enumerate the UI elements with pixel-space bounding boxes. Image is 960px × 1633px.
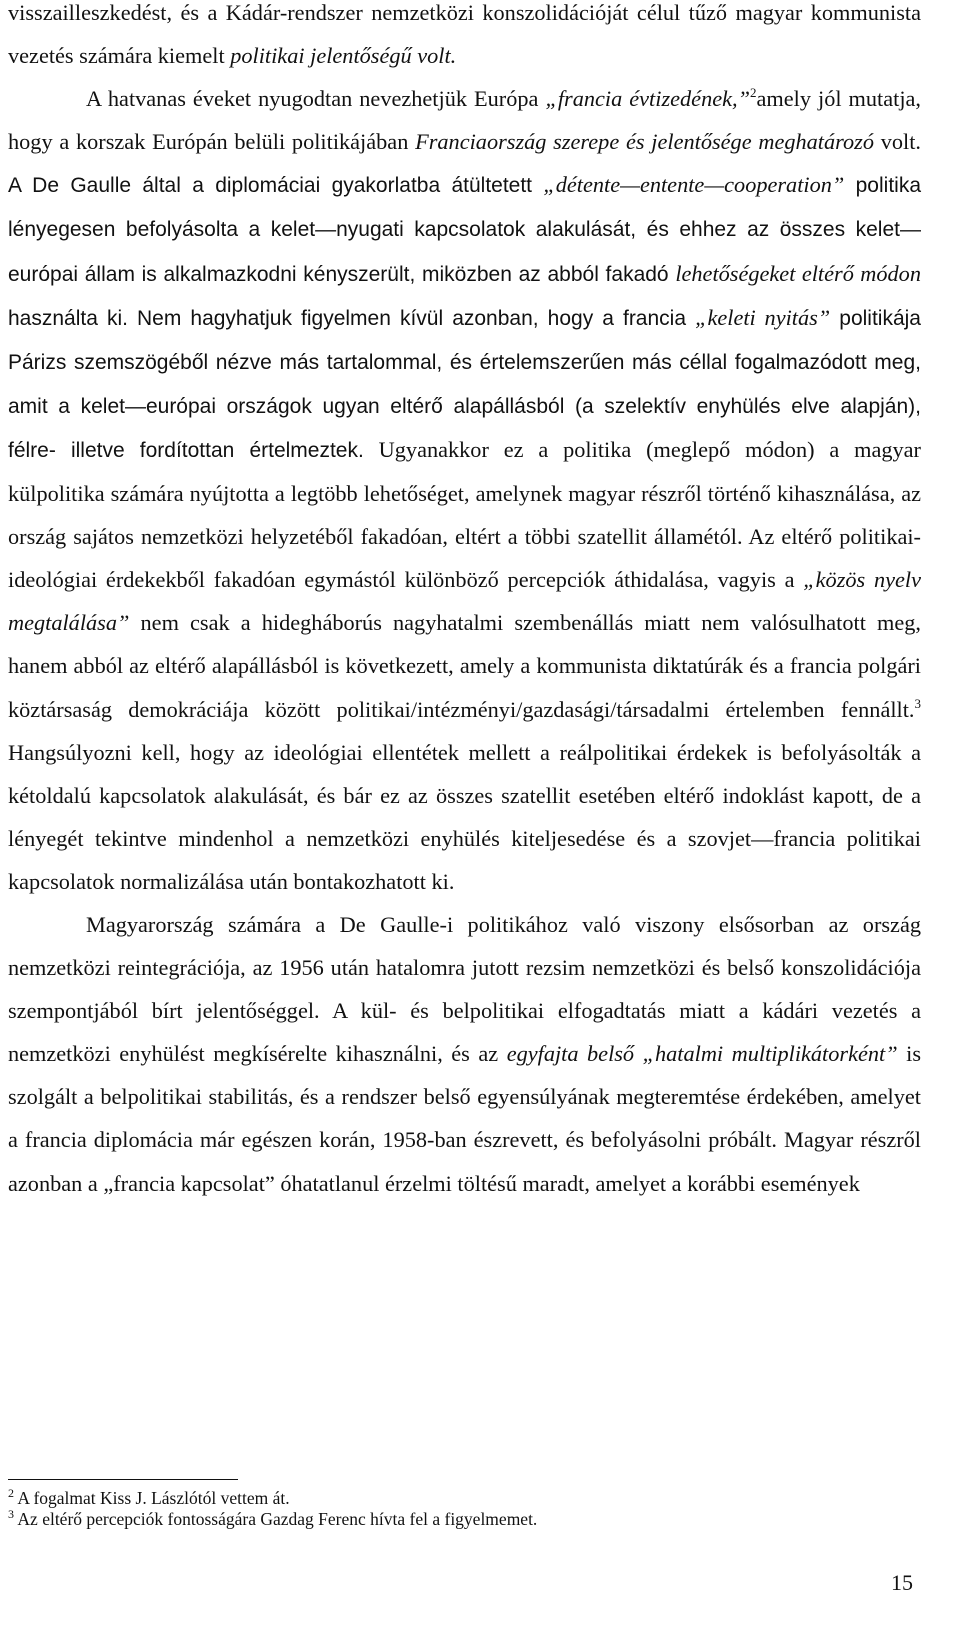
text-run: politikája Párizs szemszögéből nézve más tartalommal, és értelemszerűen más céllal fogalmazódott meg, amit a kelet—európai országok ugyan eltérő alapállásból (a szelektív enyhülés elve alapján), félre- illetve fordítottan értelmeztek. (8, 306, 921, 462)
text-run: A De Gaulle által a diplomáciai gyakorlatba átültetett (8, 174, 544, 198)
footnote-text: Az eltérő percepciók fontosságára Gazdag Ferenc hívta fel a figyelmemet. (14, 1509, 538, 1529)
emphasis-text: „keleti nyitás” (695, 304, 831, 330)
document-page (8, 0, 921, 1633)
text-run: Hangsúlyozni kell, hogy az ideológiai ellentétek mellett a reálpolitikai érdekek is befolyásolták a kétoldalú kapcsolatok alakulását, és bár ez az összes szatellit esetében eltérő indoklást kapott, de a lényegét tekintve mindenhol a nemzetközi enyhülés kiteljesedése és a szovjet—francia politikai kapcsolatok normalizálása után bontakozhatott ki. (8, 739, 921, 894)
footnote-ref: 3 (914, 695, 921, 711)
paragraph-1 (8, 0, 921, 77)
footnote-divider (8, 1479, 238, 1480)
text-run: Magyarország számára a De Gaulle-i politikához való viszony elsősorban az ország nemzetközi reintegrációja, az 1956 után hatalomra jutott rezsim nemzetközi és belső konszolidációja szempontjából bírt jelentőséggel. A kül- és belpolitikai elfogadtatás miatt a kádári vezetés a nemzetközi enyhülést megkísérelte kihasználni, és az (8, 911, 921, 1067)
text-run: visszailleszkedést, és a Kádár-rendszer nemzetközi konszolidációját célul tűző magyar kommunista vezetés számára kiemelt (8, 0, 921, 69)
text-run: politika lényegesen befolyásolta a kelet—nyugati kapcsolatok alakulását, és ehhez az összes kelet—európai állam is alkalmazkodni kényszerült, miközben az abból fakadó (8, 174, 922, 286)
paragraph-2 (8, 77, 921, 903)
text-run: nem csak a hidegháborús nagyhatalmi szembenállás miatt nem valósulhatott meg, hanem abból az eltérő alapállásból is következett, amely a kommunista diktatúrák és a francia polgári köztársaság demokráciája között politikai/intézményi/gazdasági/társadalmi értelemben fennállt. (8, 610, 921, 722)
emphasis-text: Franciaország szerepe és jelentősége meghatározó (415, 129, 874, 155)
paragraph-3 (8, 903, 921, 1205)
footnote-3 (8, 1509, 921, 1530)
footnote-number: 3 (8, 1507, 14, 1521)
text-run: amely jól mutatja, hogy a korszak Európán belüli politikájában (8, 86, 922, 155)
emphasis-text: lehetőségeket eltérő módon (675, 260, 921, 286)
emphasis-text: „détente—entente—cooperation” (543, 172, 845, 198)
page-number: 15 (891, 1570, 913, 1595)
text-run: használta ki. Nem hagyhatjuk figyelmen kívül azonban, hogy a francia (8, 306, 696, 330)
text-run: Ugyanakkor ez a politika (meglepő módon) a magyar külpolitika számára nyújtotta a legtöbb lehetőséget, amelynek magyar részről történő kihasználása, az ország sajátos nemzetközi helyzetéből fakadóan, eltért a többi szatellit államétól. Az eltérő politikai-ideológiai érdekekből fakadóan egymástól különböző percepciók áthidalása, vagyis a (8, 436, 921, 593)
text-run: is szolgált a belpolitikai stabilitás, és a rendszer belső egyensúlyának megteremtése érdekében, amelyet a francia diplomácia már egészen korán, 1958-ban észrevett, és befolyásolni próbált. Magyar részről azonban a „francia kapcsolat” óhatatlanul érzelmi töltésű maradt, amelyet a korábbi események (8, 1041, 922, 1196)
footnote-ref: 2 (750, 85, 757, 101)
body-text (8, 0, 921, 1205)
emphasis-text: „közös nyelv megtalálása” (8, 567, 921, 636)
footnote-text: A fogalmat Kiss J. Lászlótól vettem át. (14, 1488, 290, 1508)
emphasis-text: politikai jelentőségű volt. (230, 43, 457, 69)
footnote-number: 2 (8, 1486, 14, 1500)
footnote-2 (8, 1488, 921, 1509)
emphasis-text: egyfajta belső „hatalmi multiplikátorként” (506, 1041, 898, 1067)
emphasis-text: „francia évtizedének,” (545, 86, 750, 112)
text-run: A hatvanas éveket nyugodtan nevezhetjük Európa (86, 86, 546, 112)
footnotes (8, 1488, 921, 1530)
text-run: volt. (873, 129, 922, 155)
